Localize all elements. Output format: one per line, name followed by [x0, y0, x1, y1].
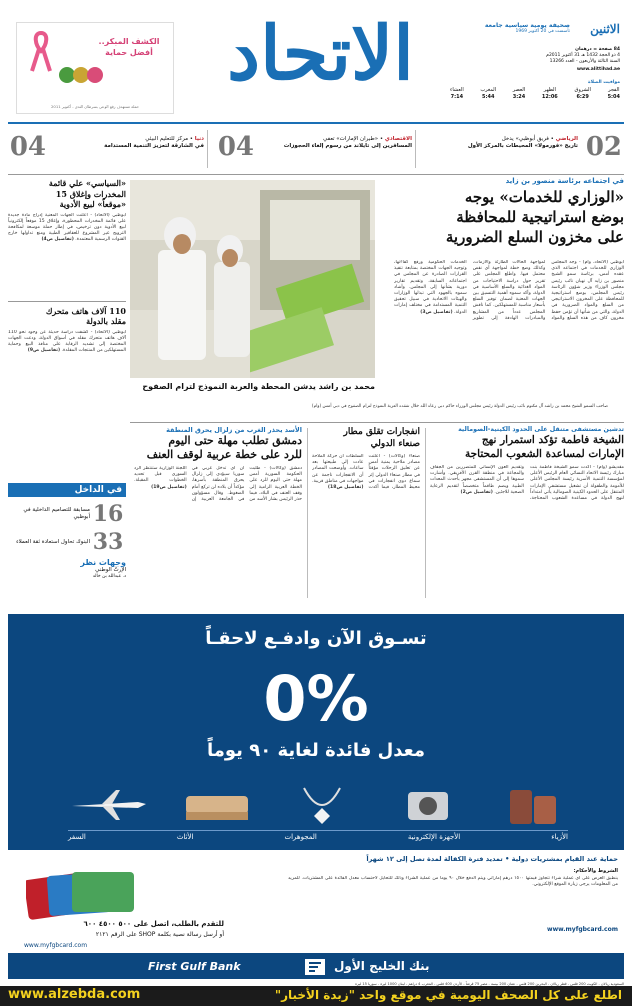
ad-headline: تسـوق الآن وادفـع لاحقـاً [205, 628, 427, 649]
story-headline: دمشق تطلب مهلة حتى اليوم للرد على خطة عربية لوقف العنف [146, 434, 302, 461]
ad-sms[interactable]: أو أرسل رسالة نصية بكلمة SHOP على الرقم ٢١٢١ [95, 931, 224, 938]
masthead [0, 0, 632, 112]
teaser-line: • فريق أبوظبي» يدخل [501, 136, 554, 142]
prayer-time: 5:04 [607, 93, 620, 100]
prayer-time: 5:44 [482, 93, 495, 100]
bank-bar [8, 955, 624, 979]
sidebar-story-drugs[interactable] [8, 178, 126, 297]
story-syria[interactable] [134, 426, 302, 604]
sidebar-story-phones[interactable] [8, 306, 126, 432]
ad-categories [68, 830, 568, 847]
lead-body: أبوظبي (الاتحاد، وام) - وجه المجلس الوزاري للخدمات في اجتماعه الذي عقده أمس، برئاسة سمو الشيخ منصور بن زايد آل نهيان نائب رئيس مجلس الوزراء وزير شؤون الرئاسة رئيس المجلس، بوضع استراتيجية للمحافظة على المخزون الاستراتيجي من السلع والمواد الضرورية في الدولة، والتي من شأنها أن تؤمن حفظ مخزون كاف من هذه السلع والمواد لمواجهة الحالات الطارئة والأزمات، وكذلك وضع خطة لمواجهة أي نقص محتمل فيها. واطلع المجلس على تقرير حول دراسة الاحتياجات من المواد الغذائية والسلع الأساسية في الدولة، وأكد سموه أهمية التنسيق بين الجهات المعنية لضمان توفير السلع بأسعار مناسبة للمستهلكين. كما ناقش المجلس عدداً من المشاريع والمبادرات الهادفة إلى تطوير الخدمات الحكومية ورفع كفاءتها، وتوجيه الجهات المختصة بمتابعة تنفيذ القرارات الصادرة عن المجلس في اجتماعاته السابقة، وتقديم تقارير دورية بشأنها إلى المجلس. وأشاد سموه بالجهود التي تبذلها الوزارات والهيئات الاتحادية في سبيل تحقيق التنمية المستدامة في مختلف إمارات الدولة. (تفاصيل ص3) [394, 260, 624, 321]
tram-photo-image [130, 180, 375, 378]
tram-photo [130, 180, 375, 378]
pink-ad-footer: حملة تستهدف رفع الوعي بسرطان الثدي - أكتوبر 2011 [50, 104, 140, 109]
airplane-icon [68, 782, 148, 826]
prayer-time-item [513, 87, 525, 100]
teaser-page-number: 04 [217, 132, 254, 162]
website-link[interactable]: www.alittihad.ae [576, 67, 620, 72]
fgb-logo-icon [304, 958, 326, 976]
category-jewelry: المجوهرات [284, 833, 317, 841]
photo-subcaption: صاحب السمو الشيخ محمد بن راشد آل مكتوم نائب رئيس الدولة رئيس مجلس الوزراء حاكم دبي رعاه الله خلال تفقده العربة النموذج لترام الصفوح في دبي أمس (وام) [311, 404, 608, 409]
pink-ad-line1: الكشف المبكر.. [98, 37, 160, 46]
views-title: وجهات نظر [80, 558, 126, 567]
story-fatima[interactable] [430, 426, 624, 604]
story-kicker: الأسد يحذر الغرب من زلزال يحرق المنطقة [166, 426, 302, 434]
prayer-time-item [608, 87, 620, 100]
necklace-icon [292, 782, 352, 826]
lead-story[interactable] [394, 178, 624, 408]
category-travel: السفر [68, 833, 86, 841]
prayer-time: 6:29 [576, 93, 589, 100]
pink-ribbon-ad[interactable] [16, 22, 174, 114]
teaser-line: المسافرين إلى تايلاند من رسوم إلغاء الحجوزات [283, 143, 412, 149]
teaser-page-number: 02 [585, 132, 622, 162]
prayer-time: 12:06 [541, 93, 558, 100]
story-kicker: تدشين مستشفى متنقل على الحدود الكينية-الصومالية [458, 426, 624, 433]
credit-cards-image [26, 866, 146, 924]
views-author: د. عبدالله بن خالد [92, 574, 126, 579]
ad-products [68, 776, 568, 826]
prayer-time-item [542, 87, 558, 100]
banner-text: اطلع على كل الصحف اليومية في موقع واحد "زبدة الأخبار" [274, 988, 622, 1002]
prayer-time-item [480, 87, 496, 100]
inside-title: في الداخل [8, 483, 126, 497]
prayer-name: المغرب [480, 87, 497, 93]
prayer-name: الظهر [543, 87, 556, 93]
teaser-section: دنيا [194, 136, 204, 142]
story-headline: انفجارات تقلق مطار صنعاء الدولي [343, 427, 420, 449]
lead-headline: «الوزاري للخدمات» يوجه بوضع استراتيجية للمحافظة على مخزون السلع الضرورية [445, 188, 624, 246]
sidebar-story-body: أبوظبي (الاتحاد) - كشفت دراسة حديثة عن وجود نحو 110 آلاف هاتف متحرك مقلد في أسواق الدولة، ودعت الجهات المختصة إلى تشديد الرقابة على منافذ البيع وحماية المستهلكين من المنتجات المقلدة. (تفاصيل ص9) [8, 329, 126, 354]
ad-promo: حماية عند القيام بمشتريات دولية • تمديد فترة الكفالة لمدة تصل إلى ١٢ شهراً [366, 855, 618, 863]
lead-kicker: في اجتماعه برئاسة منصور بن زايد [505, 177, 624, 185]
category-fashion: الأزياء [551, 833, 568, 841]
ad-terms: ينطبق العرض على أي عملية شراء تتجاوز قيمتها ١٥٠٠ درهم إماراتي ويتم الدفع خلال ٩٠ يوماً من عملية الشراء وذلك للتحايل لاحتساب معدل الفائدة على المشتريات. للمزيد من المعلومات يرجى زيارة الموقع الإلكتروني. [288, 876, 618, 888]
prayer-time: 7:14 [450, 93, 464, 100]
sidebar-story-headline: 110 آلاف هاتف متحرك مقلد بالدولة [45, 305, 126, 326]
ad-terms-title: الشروط والأحكام: [573, 868, 618, 874]
inside-item[interactable]: 16 مسابقة للتصاميم الداخلية في أبوظبي [23, 501, 124, 527]
ad-info-panel [8, 850, 624, 953]
prayer-name: العصر [512, 87, 526, 93]
inside-box [8, 483, 126, 593]
prayer-name: الشروق [574, 87, 591, 93]
day-label: الاثنين [590, 22, 620, 36]
story-sanaa[interactable] [312, 426, 420, 604]
ad-apply[interactable]: للتقدم بالطلب، اتصل على ٥٠٠ ٤٥٠٠ ٦٠٠ [83, 920, 224, 928]
category-furniture: الأثاث [176, 833, 194, 841]
ad-zero-percent: 0% [263, 662, 369, 735]
prayer-times: مواقيت الصلاة الفجر 5:04 الشروق 6:29 الظهر 12:06 العصر 3:24 المغرب 5:44 العشاء 7:14 [450, 80, 620, 100]
issue-info: صحيفة يومية سياسية جامعة تأسست في 20 أكتوبر 1969 [484, 22, 570, 34]
campaign-logo [57, 63, 107, 87]
camera-icon [398, 782, 458, 826]
story-body: دمشق (وكالات) - طلبت الحكومة السورية أمس مهلة حتى اليوم للرد على الخطة العربية الرامية إلى وقف العنف في البلاد، فيما حذر الرئيس بشار الأسد من أن أي تدخل غربي في سوريا سيؤدي إلى زلزال يحرق المنطقة بأسرها، مؤكداً أن بلاده لن تركع أمام الضغوط. وقال مسؤولون في الجامعة العربية إن اللجنة الوزارية ستنتظر الرد السوري قبل تحديد الخطوات المقبلة. (تفاصيل ص19) [134, 466, 302, 503]
teaser-sport[interactable] [419, 130, 624, 170]
sidebar-story-headline: «السياسي» علي قائمة المخدرات وإغلاق 15 «موقعاً» لبيع الأدوية [48, 178, 126, 209]
ad-subheadline: معدل فائدة لغاية ٩٠ يوماً [206, 740, 425, 761]
bank-name-english: First Gulf Bank [148, 960, 241, 973]
prayer-name: الفجر [608, 87, 620, 93]
sofa-icon [182, 782, 252, 826]
story-body: مقديشو (وام) - أكدت سمو الشيخة فاطمة بنت مبارك رئيسة الاتحاد النسائي العام الرئيس الأعلى لمؤسسة التنمية الأسرية رئيسة المجلس الأعلى للأمومة والطفولة أن تشغيل مستشفى الإمارات المتنقل على الحدود الكينية الصومالية يأتي امتداداً لنهج الدولة في مساعدة الشعوب المحتاجة، وتقديم العون الإنساني للمتضررين من الجفاف والمجاعة في منطقة القرن الأفريقي. وأشارت سموها إلى أن المستشفى مجهز بأحدث المعدات الطبية ويضم طاقماً متخصصاً لتقديم الرعاية الصحية للاجئين. (تفاصيل ص2) [430, 465, 624, 502]
teaser-strip [8, 122, 624, 175]
views-item[interactable]: الإرثُ الوطني [95, 567, 126, 573]
teaser-line: • «طيران الإمارات» تعفي [323, 136, 384, 142]
bank-name-arabic: بنك الخليج الأول [334, 959, 430, 973]
teaser-line: • مركز للتعليم البيئي [145, 136, 194, 142]
price-line: السعودية ريالان - الكويت 200 فلس - قطر ريالان - البحرين 200 فلس - عمان 200 بيسة - مصر 75 قرشاً - الأردن 400 فلس - المغرب 4 دراهم - لبنان 1000 ليرة - سوريا 15 ليرة [355, 982, 624, 986]
lead-continued[interactable]: (تفاصيل ص3) [420, 309, 453, 315]
prayer-time: 3:24 [512, 93, 526, 100]
teaser-line: تاريخ «فورمولا» المحيطات بالمركز الأول [467, 143, 578, 149]
teaser-section: الاقتصادي [384, 136, 412, 142]
left-sidebar [8, 178, 126, 596]
luggage-icon [504, 782, 564, 826]
banner-url[interactable]: www.alzebda.com [8, 987, 141, 1002]
ad-url-left[interactable]: www.myfgbcard.com [24, 942, 88, 949]
photo-caption: محمد بن راشد يدشن المحطة والعربة النموذج لترام الصفوح [142, 382, 375, 391]
teaser-section: الرياضي [555, 136, 578, 142]
inside-item[interactable]: 33 البنوك تحاول استعادة ثقة العملاء [16, 529, 124, 555]
prayer-time-item [574, 87, 590, 100]
category-electronics: الأجهزة الإلكترونية [407, 833, 461, 841]
teaser-donia[interactable] [8, 130, 204, 170]
teaser-line: في الشارقة لتعزيز التنمية المستدامة [104, 143, 204, 149]
story-body: صنعاء (وكالات) - أعلنت مصادر ملاحية يمنية أمس عن تعليق الرحلات مؤقتاً في مطار صنعاء الدولي إثر سماع دوي انفجارات في محيط المطار، فيما أكدت السلطات أن حركة الملاحة عادت إلى طبيعتها بعد ساعات. وأوضحت المصادر أن الانفجارات ناجمة عن مواجهات في مناطق قريبة. (تفاصيل ص18) [312, 454, 420, 491]
newspaper-logo: الاتحاد [227, 11, 414, 97]
teaser-page-number: 04 [9, 132, 46, 162]
sidebar-story-body: أبوظبي (الاتحاد) - أعلنت الجهات المعنية إدراج مادة جديدة على قائمة المخدرات المحظورة، وإغلاق 15 موقعاً إلكترونياً لبيع الأدوية دون ترخيص، في إطار حملة موسعة لمكافحة الترويج غير المشروع للعقاقير الطبية ومنع تداولها خارج القنوات الرسمية المعتمدة. (تفاصيل ص4) [8, 212, 126, 243]
teaser-economy[interactable] [212, 130, 412, 170]
alzebda-banner[interactable] [0, 986, 632, 1006]
ad-url[interactable]: www.myfgbcard.com [547, 926, 618, 933]
prayer-name: العشاء [450, 87, 464, 93]
issue-details: 84 صفحة = درهمان 4 ذو الحجة 1432 هـ 31 أكتوبر 2011م السنة الثالثة والأربعون - العدد 13266 www.alittihad.ae [480, 47, 620, 73]
fgb-advertisement[interactable] [8, 614, 624, 979]
pink-ad-line2: أفضل حماية [105, 48, 153, 57]
story-headline: الشيخة فاطمة تؤكد استمرار نهج الإمارات لمساعدة الشعوب المحتاجة [465, 434, 624, 460]
ribbon-icon [29, 29, 53, 73]
